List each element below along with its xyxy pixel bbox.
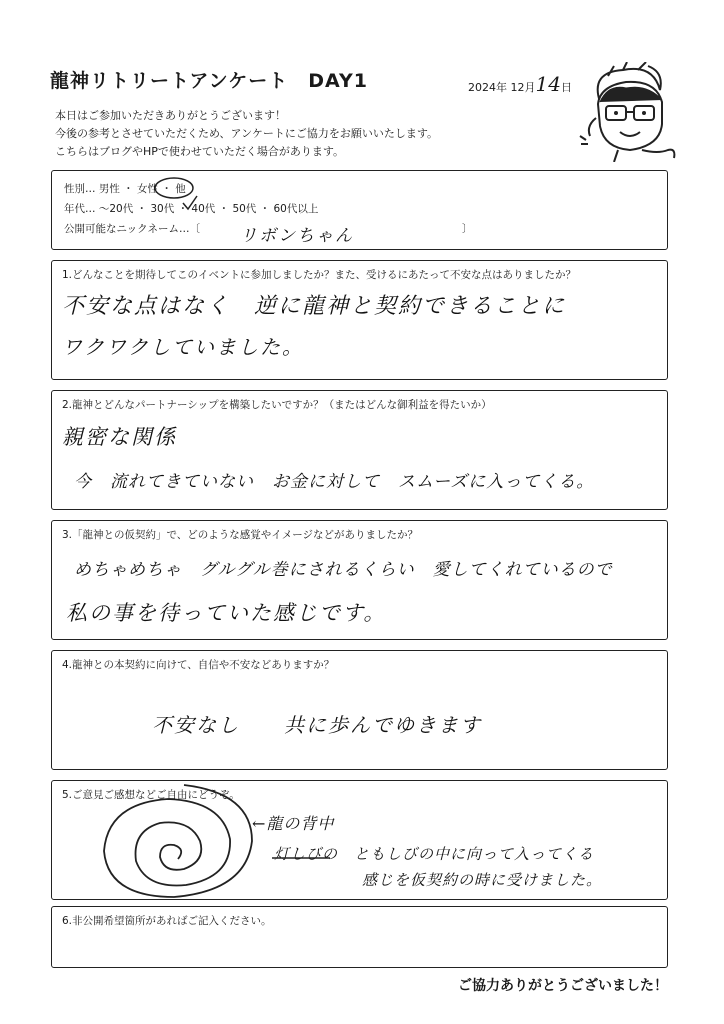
age-options: 年代… ～20代 ・ 30代 ・ 40代 ・ 50代 ・ 60代以上 [64,203,319,215]
nickname-bracket-close: 〕 [462,223,473,235]
answer-line: ワクワクしていました。 [62,335,304,359]
answer-line: 感じを仮契約の時に受けました。 [362,871,603,889]
question-box-2 [51,390,668,510]
question-label: 1.どんなことを期待してこのイベントに参加しましたか？また、受けるにあたって不安な点はありましたか？ [62,269,577,281]
question-box-3 [51,520,668,640]
answer-line: 灯しびの ともしびの中に向って入ってくる [274,845,595,863]
question-label: 2.龍神とどんなパートナーシップを構築したいですか？（またはどんな御利益を得たいか） [62,399,492,411]
survey-title: 龍神リトリートアンケート DAY1 [50,70,368,92]
intro-line: こちらはブログやHPで使わせていただく場合があります。 [55,145,345,158]
date-day: 14 [535,72,561,96]
question-box-5 [51,780,668,900]
question-label: 6.非公開希望箇所があればご記入ください。 [62,915,272,927]
profile-box [51,170,668,250]
thanks-message: ご協力ありがとうございました！ [458,978,668,994]
answer-line: 今 流れてきていない お金に対して スムーズに入ってくる。 [74,472,595,492]
question-label: 4.龍神との本契約に向けて、自信や不安などありますか？ [62,659,335,671]
answer-line: 不安な点はなく 逆に龍神と契約できることに [62,294,567,319]
question-box-4 [51,650,668,770]
date-day-suffix: 日 [560,81,572,94]
question-label: 5.ご意見ご感想などご自由にどうぞ。 [62,789,240,801]
answer-line: 親密な関係 [62,425,177,449]
question-box-1 [51,260,668,380]
answer-line: ←龍の背中 [252,814,335,833]
date-month: 12月 [510,81,536,94]
nickname-answer: リボンちゃん [240,226,354,246]
dragon-spiral-drawing [56,781,266,899]
answer-line: 私の事を待っていた感じです。 [66,601,387,625]
date-year: 2024年 [468,81,507,94]
answer-line: 不安なし 共に歩んでゆきます [152,713,482,737]
gender-options: 性別… 男性 ・ 女性 ・ 他 [64,183,186,195]
intro-line: 今後の参考とさせていただくため、アンケートにご協力をお願いいたします。 [55,127,439,140]
strikethrough-mark [272,851,352,865]
mascot-illustration [578,62,688,162]
nickname-label: 公開可能なニックネーム…〔 [64,223,200,235]
answer-line: めちゃめちゃ グルグル巻にされるくらい 愛してくれているので [74,560,613,580]
intro-line: 本日はご参加いただきありがとうございます！ [55,109,286,122]
question-label: 3.「龍神との仮契約」で、どのような感覚やイメージなどがありましたか？ [62,529,418,541]
question-box-6 [51,906,668,968]
survey-date [468,72,572,96]
age-check-mark [181,194,199,212]
